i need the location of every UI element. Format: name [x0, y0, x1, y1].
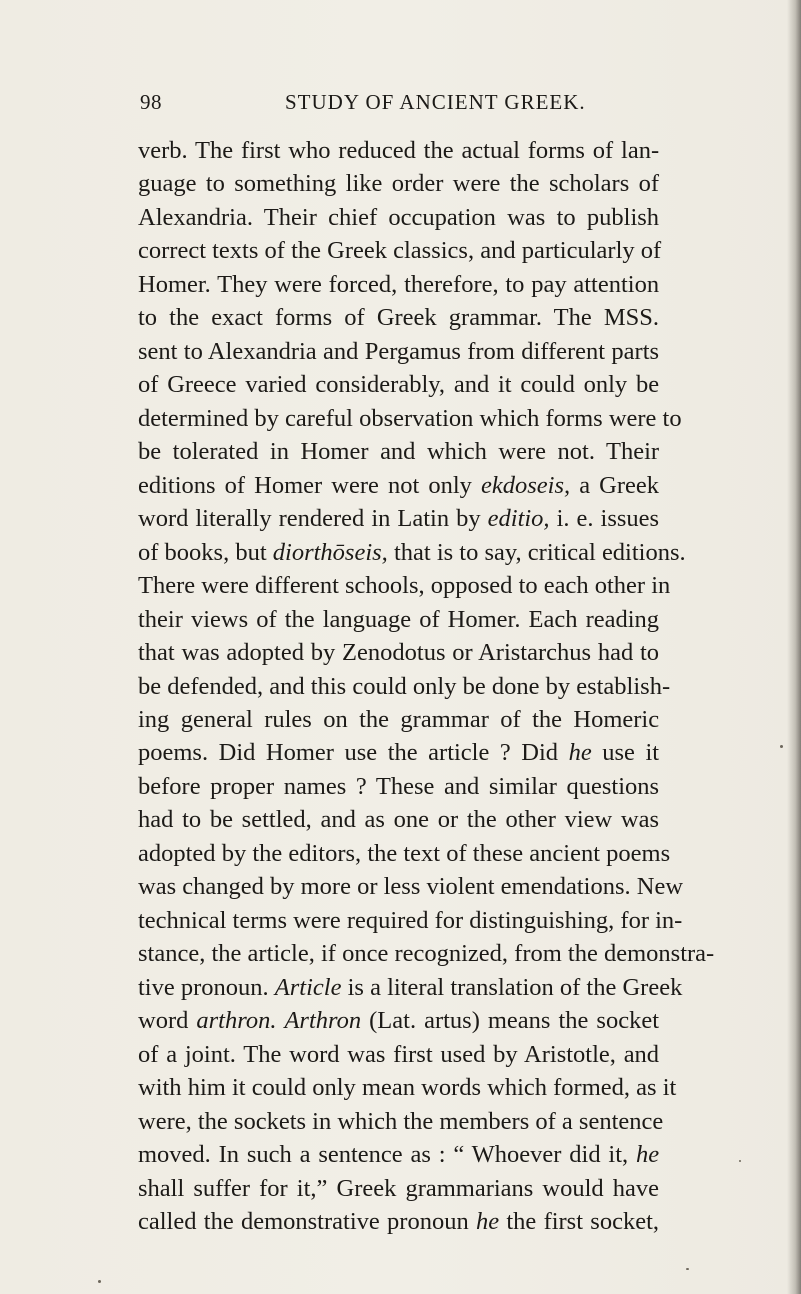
text-line: be defended, and this could only be done by establish-: [138, 672, 671, 700]
text-line: word literally rendered in Latin by editio, i. e. issues: [138, 505, 660, 533]
text-line: editions of Homer were not only ekdoseis, a Greek: [138, 471, 660, 499]
text-line: to the exact forms of Greek grammar. The MSS.: [138, 304, 660, 332]
text-line: ing general rules on the grammar of the Homeric: [138, 705, 660, 733]
text-line: moved. In such a sentence as : “ Whoever did it, he: [138, 1141, 660, 1169]
text-line: There were different schools, opposed to each other in: [138, 572, 671, 600]
text-line: Homer. They were forced, therefore, to pay attention: [138, 270, 660, 298]
text-line: be tolerated in Homer and which were not. Their: [138, 438, 660, 466]
text-line: determined by careful observation which forms were to: [138, 404, 682, 432]
text-line: had to be settled, and as one or the other view was: [138, 806, 659, 834]
text-line: was changed by more or less violent emendations. New: [138, 873, 684, 901]
text-line: guage to something like order were the scholars of: [138, 170, 659, 198]
text-line: word arthron. Arthron (Lat. artus) means the socket: [138, 1007, 659, 1035]
text-line: that was adopted by Zenodotus or Aristarchus had to: [138, 639, 660, 667]
text-line: adopted by the editors, the text of these ancient poems: [138, 839, 671, 867]
page-number: 98: [140, 90, 162, 114]
text-line: poems. Did Homer use the article ? Did he use it: [138, 739, 660, 767]
ink-speck: [739, 1160, 741, 1162]
text-line: shall suffer for it,” Greek grammarians would have: [138, 1174, 659, 1202]
ink-speck: [98, 1280, 101, 1283]
text-line: stance, the article, if once recognized, from the demonstra-: [138, 940, 715, 968]
page-edge-shadow: [787, 0, 801, 1294]
page-header: [140, 90, 657, 120]
text-line: verb. The first who reduced the actual forms of lan-: [138, 137, 660, 164]
text-line: of books, but diorthōseis, that is to say, critical editions.: [138, 538, 686, 566]
text-line: called the demonstrative pronoun he the first socket,: [138, 1208, 660, 1235]
text-line: tive pronoun. Article is a literal translation of the Greek: [138, 973, 683, 1001]
text-line: their views of the language of Homer. Each reading: [138, 605, 660, 633]
text-line: technical terms were required for distinguishing, for in-: [138, 906, 683, 934]
text-line: of Greece varied considerably, and it could only be: [138, 371, 660, 399]
text-line: correct texts of the Greek classics, and particularly of: [138, 237, 662, 265]
text-line: of a joint. The word was first used by Aristotle, and: [138, 1040, 660, 1068]
running-head: STUDY OF ANCIENT GREEK.: [285, 90, 586, 114]
text-line: Alexandria. Their chief occupation was to publish: [138, 203, 660, 231]
text-line: before proper names ? These and similar questions: [138, 772, 660, 800]
ink-speck: [780, 745, 783, 748]
body-text: [138, 134, 715, 1238]
text-line: sent to Alexandria and Pergamus from different parts: [138, 337, 660, 365]
text-line: were, the sockets in which the members of a sentence: [138, 1107, 664, 1135]
ink-speck: [686, 1268, 689, 1270]
text-line: with him it could only mean words which formed, as it: [138, 1074, 677, 1102]
